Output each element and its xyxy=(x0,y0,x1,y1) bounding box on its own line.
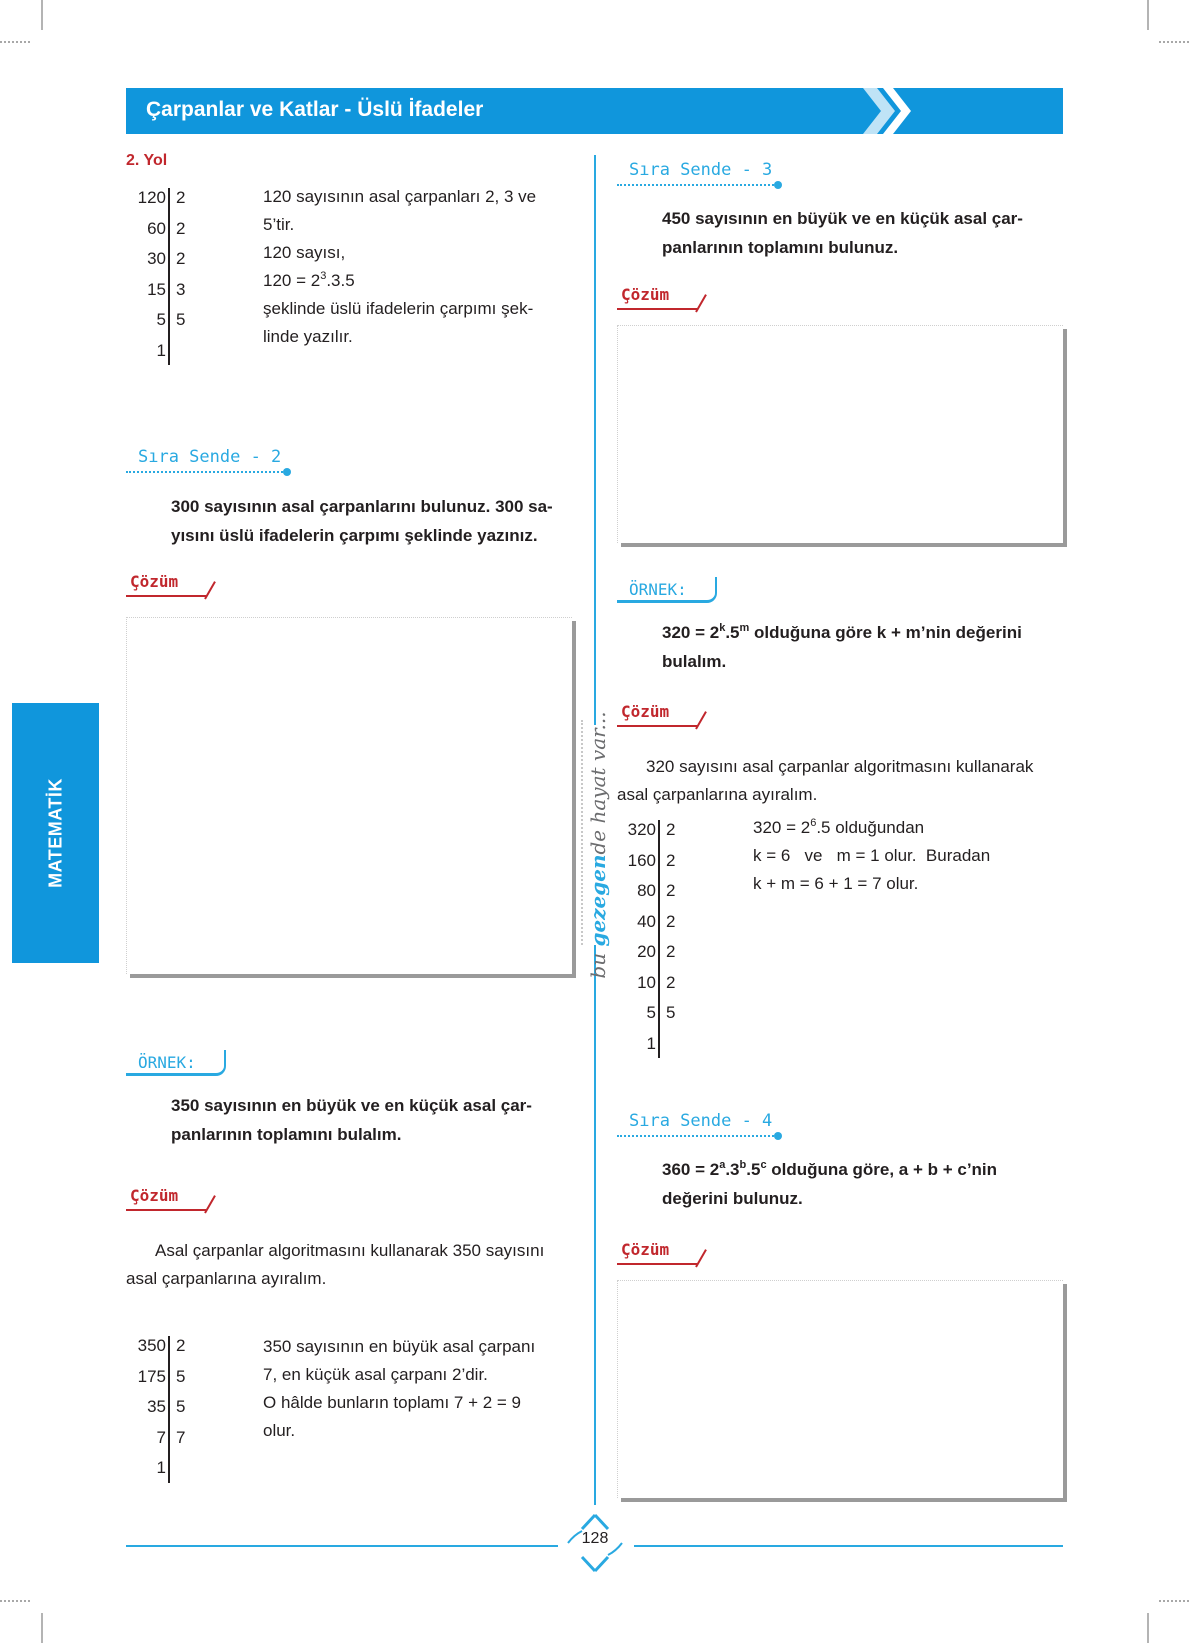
chapter-title: Çarpanlar ve Katlar - Üslü İfadeler xyxy=(146,98,484,121)
prime-factor: 3 xyxy=(176,279,186,299)
cozum-heading xyxy=(617,285,697,310)
eq-part: 360 = 2 xyxy=(662,1160,720,1179)
question-line xyxy=(662,618,1062,647)
sira-sende-2-heading xyxy=(126,447,286,473)
eq-part: olduğuna göre k + m’nin değerini xyxy=(749,623,1022,642)
sira-sende-label: Sıra Sende - 4 xyxy=(629,1111,773,1131)
text-line: k + m = 6 + 1 = 7 olur. xyxy=(753,874,919,893)
question-line: 300 sayısının asal çarpanlarını bulunuz. 300 sa- xyxy=(171,497,553,516)
ladder-divider-line xyxy=(658,820,660,1058)
text-line: 120 sayısı, xyxy=(263,243,346,262)
crop-mark xyxy=(1147,1613,1149,1643)
page-number: 128 xyxy=(581,1530,609,1547)
cozum-heading xyxy=(126,572,206,597)
example-question xyxy=(662,618,1062,676)
eq-part: .5 olduğundan xyxy=(816,818,925,837)
eq-part: olduğuna göre, a + b + c’nin xyxy=(766,1160,998,1179)
dividend: 320 xyxy=(627,820,656,839)
question-line: panlarının toplamını bulalım. xyxy=(171,1125,402,1144)
ornek-label: ÖRNEK: xyxy=(629,580,687,599)
cozum-heading xyxy=(617,702,697,727)
eq-part: .3 xyxy=(725,1160,740,1179)
ladder-row xyxy=(596,973,696,1004)
ladder-row xyxy=(596,881,696,912)
crop-mark xyxy=(41,0,43,30)
equation-line xyxy=(263,267,563,295)
ladder-row xyxy=(106,280,206,311)
answer-box-sira-2[interactable] xyxy=(126,617,572,974)
crop-mark xyxy=(41,1613,43,1643)
explanation-350 xyxy=(263,1333,573,1445)
dividend: 175 xyxy=(137,1366,166,1386)
text-line: 320 sayısını asal çarpanlar algoritmasını kullanarak xyxy=(646,757,1034,776)
dividend: 15 xyxy=(147,279,166,299)
cozum-label: Çözüm xyxy=(621,285,670,304)
eq-exponent: 3 xyxy=(320,270,327,282)
prime-factor: 2 xyxy=(176,218,186,238)
prime-factor: 5 xyxy=(176,1397,186,1416)
prime-factor: 2 xyxy=(666,911,676,931)
sira-sende-4-heading xyxy=(617,1111,777,1137)
text-line: asal çarpanlarına ayıralım. xyxy=(126,1269,327,1288)
crop-mark xyxy=(1159,41,1189,43)
heading-underline xyxy=(617,184,777,186)
ladder-row xyxy=(596,820,696,851)
cozum-underline xyxy=(617,308,697,310)
eq-exponent: 6 xyxy=(810,817,817,829)
dividend: 80 xyxy=(637,881,656,900)
footer-rule xyxy=(126,1545,558,1547)
footer-rule xyxy=(634,1545,1063,1547)
cozum-label: Çözüm xyxy=(621,702,670,721)
crop-mark xyxy=(1159,1600,1189,1602)
division-ladder-350 xyxy=(106,1336,206,1489)
heading-underline xyxy=(126,471,286,473)
prime-factor: 5 xyxy=(176,310,186,329)
ornek-heading xyxy=(126,1050,196,1072)
sira-sende-label: Sıra Sende - 3 xyxy=(629,160,773,180)
ladder-row xyxy=(106,310,206,341)
solution-intro xyxy=(126,1237,572,1293)
question-text xyxy=(171,492,571,550)
text-line: linde yazılır. xyxy=(263,327,353,346)
dividend: 1 xyxy=(646,1033,656,1053)
cozum-underline xyxy=(126,595,206,597)
prime-factor: 5 xyxy=(666,1003,676,1022)
dividend: 350 xyxy=(137,1336,166,1355)
dividend: 1 xyxy=(156,1458,166,1477)
prime-factor: 2 xyxy=(666,850,676,870)
ladder-row xyxy=(106,219,206,250)
cozum-heading xyxy=(617,1240,697,1265)
ladder-row xyxy=(106,249,206,280)
ornek-heading xyxy=(617,577,687,599)
eq-base: 120 = 2 xyxy=(263,271,321,290)
answer-box-sira-4[interactable] xyxy=(617,1280,1063,1498)
text-line: k = 6 ve m = 1 olur. Buradan xyxy=(753,846,991,865)
ladder-row xyxy=(106,1367,206,1398)
question-line: değerini bulunuz. xyxy=(662,1189,803,1208)
column-divider-dotted xyxy=(581,720,583,945)
cozum-underline xyxy=(617,1263,697,1265)
question-text xyxy=(662,204,1062,262)
ladder-divider-line xyxy=(168,1336,170,1483)
question-text xyxy=(662,1155,1062,1213)
prime-factor: 2 xyxy=(666,881,676,900)
cozum-label: Çözüm xyxy=(130,1186,179,1205)
dividend: 1 xyxy=(156,340,166,360)
division-ladder-320 xyxy=(596,820,696,1064)
eq-exponent: a xyxy=(719,1159,726,1171)
prime-factor: 2 xyxy=(666,942,676,961)
example-question xyxy=(171,1091,571,1149)
ornek-label: ÖRNEK: xyxy=(138,1053,196,1072)
dividend: 60 xyxy=(147,218,166,238)
ladder-row xyxy=(106,188,206,219)
question-line: panlarının toplamını bulunuz. xyxy=(662,238,899,257)
slogan-text: de hayat var... xyxy=(586,711,610,855)
chapter-header xyxy=(126,88,1063,134)
ladder-row xyxy=(106,1336,206,1367)
eq-part: .5 xyxy=(746,1160,761,1179)
text-line: asal çarpanlarına ayıralım. xyxy=(617,785,818,804)
cozum-label: Çözüm xyxy=(130,572,179,591)
crop-mark xyxy=(1147,0,1149,30)
text-line: 7, en küçük asal çarpanı 2’dir. xyxy=(263,1365,488,1384)
explanation-120 xyxy=(263,183,563,351)
eq-exponent: c xyxy=(760,1159,767,1171)
equation-line xyxy=(753,814,1063,842)
ladder-row xyxy=(596,942,696,973)
ladder-row xyxy=(596,1003,696,1034)
subject-label: MATEMATİK xyxy=(45,778,65,888)
text-line: O hâlde bunların toplamı 7 + 2 = 9 xyxy=(263,1393,522,1412)
prime-factor: 7 xyxy=(176,1427,186,1447)
eq-exponent: k xyxy=(719,622,726,634)
sira-sende-3-heading xyxy=(617,160,777,186)
dividend: 30 xyxy=(147,249,166,268)
text-line: 350 sayısının en büyük asal çarpanı xyxy=(263,1337,536,1356)
question-line: bulalım. xyxy=(662,652,727,671)
dividend: 160 xyxy=(627,850,656,870)
ladder-row xyxy=(106,341,206,372)
answer-box-sira-3[interactable] xyxy=(617,325,1063,543)
ladder-row xyxy=(596,1034,696,1065)
heading-underline xyxy=(617,1135,777,1137)
method-label: 2. Yol xyxy=(126,152,168,169)
sira-sende-label: Sıra Sende - 2 xyxy=(138,447,282,467)
question-line: 450 sayısının en büyük ve en küçük asal çar- xyxy=(662,209,1023,228)
question-line xyxy=(662,1155,1062,1184)
ladder-row xyxy=(106,1428,206,1459)
dividend: 20 xyxy=(637,942,656,961)
eq-part: 320 = 2 xyxy=(753,818,811,837)
dividend: 5 xyxy=(156,310,166,329)
text-line: olur. xyxy=(263,1421,296,1440)
dividend: 40 xyxy=(637,911,656,931)
column-divider xyxy=(594,155,596,725)
dividend: 5 xyxy=(646,1003,656,1022)
cozum-heading xyxy=(126,1186,206,1211)
solution-intro xyxy=(617,753,1063,809)
slogan-highlight: gezegen xyxy=(586,854,610,947)
cozum-underline xyxy=(126,1209,206,1211)
text-line: Asal çarpanlar algoritmasını kullanarak 350 sayısını xyxy=(155,1241,545,1260)
explanation-320 xyxy=(753,814,1063,898)
prime-factor: 2 xyxy=(176,1336,186,1355)
text-line: şeklinde üslü ifadelerin çarpımı şek- xyxy=(263,299,534,318)
ladder-row xyxy=(106,1458,206,1489)
eq-exponent: m xyxy=(739,622,750,634)
cozum-underline xyxy=(617,725,697,727)
subject-side-tab xyxy=(12,703,99,963)
prime-factor: 2 xyxy=(666,972,676,992)
text-line: 120 sayısının asal çarpanları 2, 3 ve xyxy=(263,187,537,206)
eq-part: .5 xyxy=(725,623,740,642)
ladder-row xyxy=(596,851,696,882)
double-chevron-icon xyxy=(863,88,923,134)
division-ladder-120 xyxy=(106,188,206,371)
prime-factor: 2 xyxy=(666,820,676,839)
crop-mark xyxy=(0,41,30,43)
ladder-divider-line xyxy=(168,188,170,365)
eq-exponent: b xyxy=(739,1159,747,1171)
text-line: 5’tir. xyxy=(263,215,295,234)
cozum-label: Çözüm xyxy=(621,1240,670,1259)
prime-factor: 2 xyxy=(176,188,186,207)
slogan-text: bu xyxy=(586,946,610,979)
dividend: 7 xyxy=(156,1427,166,1447)
question-line: yısını üslü ifadelerin çarpımı şeklinde yazınız. xyxy=(171,526,538,545)
prime-factor: 2 xyxy=(176,249,186,268)
dividend: 35 xyxy=(147,1397,166,1416)
dividend: 120 xyxy=(137,188,166,207)
eq-part: 320 = 2 xyxy=(662,623,720,642)
prime-factor: 5 xyxy=(176,1366,186,1386)
crop-mark xyxy=(0,1600,30,1602)
question-line: 350 sayısının en büyük ve en küçük asal çar- xyxy=(171,1096,532,1115)
eq-tail: .3.5 xyxy=(326,271,355,290)
dividend: 10 xyxy=(637,972,656,992)
ladder-row xyxy=(106,1397,206,1428)
ladder-row xyxy=(596,912,696,943)
